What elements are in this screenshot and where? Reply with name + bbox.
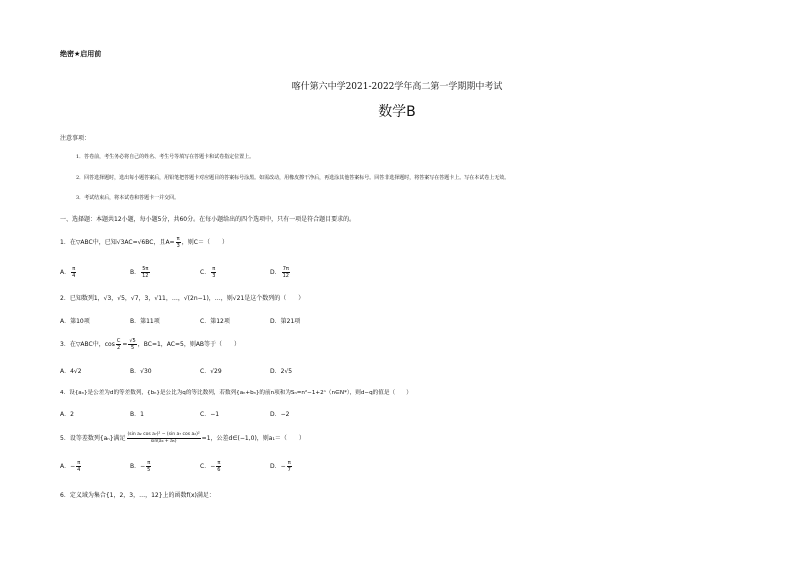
frac-num: π (217, 460, 221, 466)
q2-option-b: B．第11项 (130, 318, 160, 325)
frac-num: π (72, 266, 76, 272)
notice-item-3: 3．考试结束后，将本试卷和答题卡一并交回。 (76, 195, 180, 201)
frac-num: 5π (142, 266, 149, 272)
q5-option-c (200, 460, 222, 473)
option-label: A． (60, 463, 71, 470)
q3-text-c: ，BC=1，AC=5，则AB等于（ ） (137, 341, 241, 348)
q1-fraction (176, 236, 181, 249)
q4-option-c: C．−1 (200, 411, 220, 418)
question-1 (60, 236, 228, 249)
q3-option-b: B．√30 (130, 368, 152, 375)
q5-fraction (127, 432, 201, 445)
notice-heading: 注意事项： (60, 135, 91, 142)
q4-option-a: A．2 (60, 411, 74, 418)
option-label: C． (200, 463, 211, 470)
q3-option-a: A．4√2 (60, 368, 82, 375)
q2-option-c: C．第12项 (200, 318, 230, 325)
frac-num: C (116, 338, 121, 344)
q3-text-b: = (122, 341, 128, 348)
option-label: D． (270, 269, 281, 276)
q5-option-d (270, 460, 293, 473)
q1-text-a: 1．在▽ABC中，已知 (60, 239, 117, 246)
frac-den: 6 (217, 467, 221, 473)
q2-option-a: A．第10项 (60, 318, 90, 325)
q1-option-a (60, 266, 77, 279)
q4-option-d: D．−2 (270, 411, 290, 418)
frac-num: (sin a₂ cos a₇)² − (sin a₇ cos a₂)² (127, 432, 200, 437)
q4-option-b: B．1 (130, 411, 144, 418)
option-label: C． (200, 269, 211, 276)
question-4: 4．设{aₙ}是公差为d的等差数列，{bₙ}是公比为q的等比数列，若数列{aₙ+bₙ}的前n项和为Sₙ=n²−1+2ⁿ（n∈N*），则d−q的值是（ ） (60, 390, 412, 396)
frac-num: π (176, 236, 180, 242)
q1-option-b (130, 266, 151, 279)
frac-den: 2 (117, 345, 121, 351)
q3-option-c: C．√29 (200, 368, 222, 375)
frac-den: 5 (147, 467, 151, 473)
q3-option-d: D．2√5 (270, 368, 293, 375)
section-heading: 一、选择题：本题共12小题，每小题5分，共60分。在每小题给出的四个选项中，只有一项是符合题目要求的。 (60, 216, 356, 223)
secret-label: 绝密★启用前 (60, 50, 102, 58)
question-5 (60, 432, 305, 445)
q1-text-c: ，则C＝（ ） (181, 239, 228, 246)
notice-item-1: 1．答卷前，考生务必将自己的姓名、考生号等填写在答题卡和试卷指定位置上。 (76, 154, 255, 160)
option-label: D． (270, 463, 281, 470)
frac-den: 4 (72, 273, 76, 279)
option-label: A． (60, 269, 71, 276)
frac-den: 12 (142, 273, 149, 279)
q1-condition: √3AC=√6BC (116, 239, 154, 246)
exam-subtitle: 数学B (378, 104, 416, 120)
frac-den: 7 (287, 467, 291, 473)
q1-text-b: ，且A= (153, 239, 175, 246)
q1-option-c (200, 266, 217, 279)
q3-fraction-1 (116, 338, 122, 351)
frac-num: π (147, 460, 151, 466)
option-sign: − (70, 463, 76, 470)
q2-option-d: D．第21项 (270, 318, 301, 325)
question-2: 2．已知数列1，√3，√5，√7，3，√11，…，√(2n−1)，…，则√21是这个数列的（ ） (60, 295, 305, 302)
frac-den: 5 (130, 345, 135, 351)
question-6: 6．定义域为集合{1，2，3，…，12}上的函数f(x)满足： (60, 492, 215, 499)
option-label: B． (130, 463, 141, 470)
q5-option-b (130, 460, 152, 473)
exam-title: 喀什第六中学2021-2022学年高二第一学期期中考试 (291, 82, 503, 92)
frac-den: 3 (176, 243, 180, 249)
q5-text-a: 5．设等差数列{aₙ}满足 (60, 435, 126, 442)
frac-den: 4 (77, 467, 81, 473)
frac-num: √5 (129, 338, 136, 344)
q5-option-a (60, 460, 82, 473)
option-sign: − (140, 463, 146, 470)
frac-num: π (77, 460, 81, 466)
option-label: B． (130, 269, 141, 276)
frac-den: 12 (282, 273, 289, 279)
question-3 (60, 338, 240, 351)
q3-text-a: 3．在▽ABC中，cos (60, 341, 115, 348)
q3-fraction-2 (128, 338, 136, 351)
frac-num: π (287, 460, 291, 466)
frac-num: 7π (282, 266, 289, 272)
option-sign: − (210, 463, 216, 470)
frac-den: sin(a₄ + a₅) (150, 439, 177, 444)
q5-text-b: =1，公差d∈(−1,0)，则a₁＝（ ） (201, 435, 305, 442)
frac-den: 3 (212, 273, 216, 279)
q1-option-d (270, 266, 291, 279)
option-sign: − (280, 463, 286, 470)
notice-item-2: 2．回答选择题时，选出每小题答案后，用铅笔把答题卡对应题目的答案标号涂黑。如需改动，用橡皮擦干净后，再选涂其他答案标号。回答非选择题时，将答案写在答题卡上。写在本试卷上无效。 (76, 175, 510, 181)
frac-num: π (212, 266, 216, 272)
